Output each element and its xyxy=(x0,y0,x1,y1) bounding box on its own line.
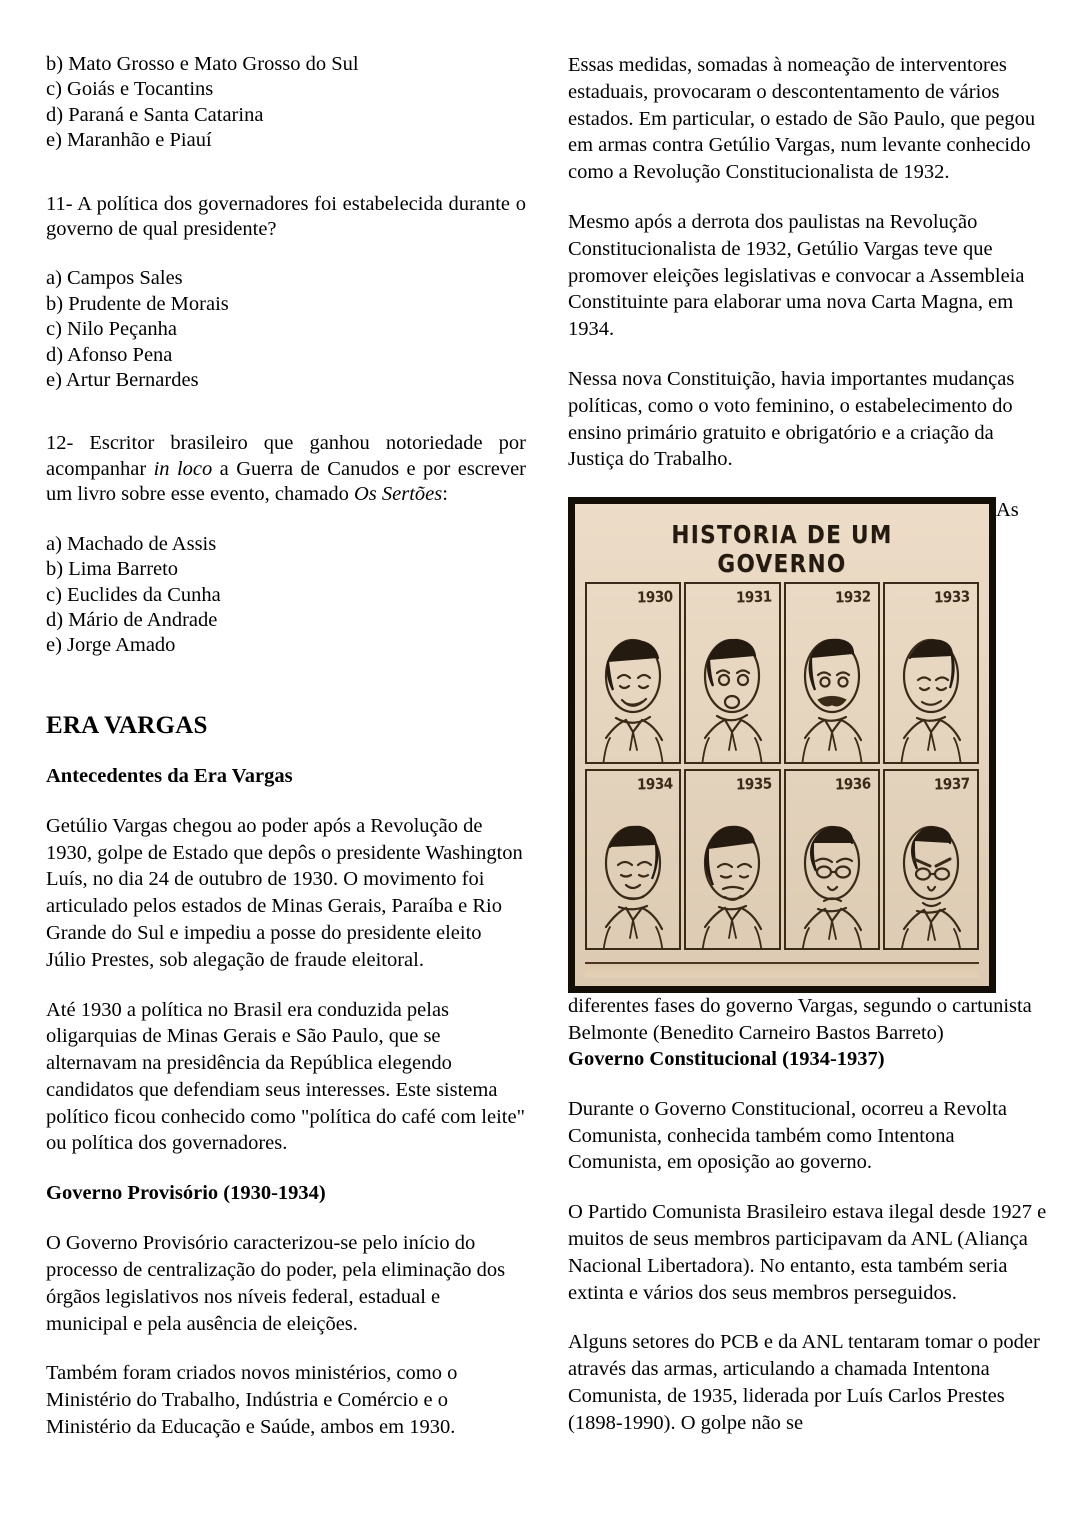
vargas-face-content-icon xyxy=(894,628,968,764)
option-item: b) Lima Barreto xyxy=(46,558,179,581)
cartoon-image xyxy=(568,497,996,993)
option-item: e) Maranhão e Piauí xyxy=(46,129,212,152)
paragraph-pcb: O Partido Comunista Brasileiro estava ilegal desde 1927 e muitos de seus membros participavam da ANL (Aliança Nacional Libertadora). No entanto, esta também seria extinta e vários dos seus membros perseguidos. xyxy=(568,1201,1047,1304)
paragraph-provisorio-1: O Governo Provisório caracterizou-se pelo início do processo de centralização do poder, pela eliminação dos órgãos legislativos nos níveis federal, estadual e municipal e pela ausência de eleições. xyxy=(46,1232,506,1335)
panel-year-label: 1931 xyxy=(735,587,772,607)
section-heading-era-vargas: ERA VARGAS xyxy=(46,711,208,739)
subheading-antecedentes: Antecedentes da Era Vargas xyxy=(46,764,293,787)
figure-caption: As diferentes fases do governo Vargas, segundo o cartunista Belmonte (Benedito Carneiro Bastos Barreto) xyxy=(568,499,1032,1044)
question-11-text: 11- A política dos governadores foi estabelecida durante o governo de qual presidente? xyxy=(46,192,526,241)
option-item: d) Afonso Pena xyxy=(46,343,173,366)
cartoon-paper xyxy=(575,504,989,986)
paragraph-antecedentes: Getúlio Vargas chegou ao poder após a Revolução de 1930, golpe de Estado que depôs o presidente Washington Luís, no dia 24 de outubro de 1930. O movimento foi articulado pelos estados de Minas Gerais, Paraíba e Rio Grande do Sul e impediu a posse do presidente eleito Júlio Prestes, sob alegação de fraude eleitoral. xyxy=(46,814,523,971)
panel-year-label: 1932 xyxy=(834,587,871,607)
spacer xyxy=(46,1157,526,1181)
vargas-face-neutral-icon xyxy=(596,815,670,951)
paragraph-nessa-nova: Nessa nova Constituição, havia importantes mudanças políticas, como o voto feminino, o estabelecimento do ensino primário gratuito e obrigatório e a criação da Justiça do Trabalho. xyxy=(568,367,1015,471)
panel-year-label: 1935 xyxy=(735,774,772,794)
question-12-text xyxy=(46,431,526,507)
spacer xyxy=(46,508,526,532)
spacer xyxy=(568,1072,1048,1096)
vargas-face-angry-glasses-icon xyxy=(894,815,968,951)
option-item: a) Machado de Assis xyxy=(46,532,217,555)
two-column-layout xyxy=(46,52,1047,1441)
cartoon-title: HISTORIA DE UM GOVERNO xyxy=(671,520,893,579)
subheading-governo-constitucional: Governo Constitucional (1934-1937) xyxy=(568,1047,885,1070)
vargas-face-smiling-open-icon xyxy=(695,628,769,764)
right-column xyxy=(568,52,1048,1437)
question-12-options xyxy=(46,532,526,659)
paragraph-ate-1930: Até 1930 a política no Brasil era conduzida pelas oligarquias de Minas Gerais e São Paulo, que se alternavam na presidência da República elegendo candidatos que defendiam seus interesses. Este sistema político ficou conhecido como "política do café com leite" ou política dos governadores. xyxy=(46,998,525,1155)
option-item: d) Paraná e Santa Catarina xyxy=(46,103,264,126)
paragraph-essas-medidas: Essas medidas, somadas à nomeação de interventores estaduais, provocaram o descontentamento de vários estados. Em particular, o estado de São Paulo, que pegou em armas contra Getúlio Vargas, num levante conhecido como a Revolução Constitucionalista de 1932. xyxy=(568,54,1036,184)
cartoon-panel xyxy=(784,769,880,951)
cartoon-row-2 xyxy=(583,769,981,951)
vargas-face-worried-glasses-icon xyxy=(795,815,869,951)
spacer xyxy=(46,740,526,764)
q12-part2: a Guerra de Canudos e por escrever um livro sobre esse evento, chamado xyxy=(46,457,526,506)
panel-year-label: 1930 xyxy=(636,587,673,607)
figure-cartoon-block xyxy=(568,497,1048,1047)
option-item: b) Prudente de Morais xyxy=(46,292,229,315)
q12-part1: 12- Escritor brasileiro que ganhou notoriedade por acompanhar xyxy=(46,432,526,480)
option-item: b) Mato Grosso e Mato Grosso do Sul xyxy=(46,53,359,75)
paragraph-durante: Durante o Governo Constitucional, ocorreu a Revolta Comunista, conhecida também como Intentona Comunista, em oposição ao governo. xyxy=(568,1097,1007,1174)
q12-italic-in-loco: in loco xyxy=(153,457,213,480)
panel-year-label: 1934 xyxy=(636,774,673,794)
cartoon-panel xyxy=(883,769,979,951)
question-10-options xyxy=(46,52,526,154)
cartoon-panel xyxy=(684,582,780,764)
spacer xyxy=(46,659,526,711)
cartoon-panel xyxy=(684,769,780,951)
paragraph-provisorio-2: Também foram criados novos ministérios, como o Ministério do Trabalho, Indústria e Comércio e o Ministério da Educação e Saúde, ambos em 1930. xyxy=(46,1362,458,1439)
option-item: a) Campos Sales xyxy=(46,267,183,290)
q12-part3: : xyxy=(442,483,448,506)
cartoon-row-1 xyxy=(583,582,981,764)
left-column xyxy=(46,52,526,1441)
option-item: c) Goiás e Tocantins xyxy=(46,78,214,101)
spacer xyxy=(568,473,1048,497)
spacer xyxy=(46,242,526,266)
question-11-options xyxy=(46,266,526,393)
paragraph-alguns-setores: Alguns setores do PCB e da ANL tentaram tomar o poder através das armas, articulando a chamada Intentona Comunista, de 1935, liderada por Luís Carlos Prestes (1898-1990). O golpe não se xyxy=(568,1331,1040,1434)
panel-year-label: 1933 xyxy=(934,587,971,607)
paragraph-mesmo-apos: Mesmo após a derrota dos paulistas na Revolução Constitucionalista de 1932, Getúlio Vargas teve que promover eleições legislativas e convocar a Assembleia Constituinte para elaborar uma nova Carta Magna, em 1934. xyxy=(568,210,1025,341)
option-item: e) Artur Bernardes xyxy=(46,369,199,392)
option-item: c) Nilo Peçanha xyxy=(46,318,177,341)
cartoon-panel xyxy=(585,769,681,951)
cartoon-panel xyxy=(784,582,880,764)
option-item: e) Jorge Amado xyxy=(46,634,176,657)
vargas-face-smiling-moustache-icon xyxy=(795,628,869,764)
panel-year-label: 1936 xyxy=(834,774,871,794)
subheading-governo-provisorio: Governo Provisório (1930-1934) xyxy=(46,1182,326,1205)
cartoon-baseline xyxy=(585,962,979,978)
cartoon-panel xyxy=(883,582,979,764)
cartoon-panel xyxy=(585,582,681,764)
spacer xyxy=(46,154,526,192)
option-item: d) Mário de Andrade xyxy=(46,608,218,631)
spacer xyxy=(46,789,526,813)
option-item: c) Euclides da Cunha xyxy=(46,583,221,606)
q12-italic-os-sertoes: Os Sertões xyxy=(353,483,443,506)
spacer xyxy=(46,1206,526,1230)
vargas-face-smirk-icon xyxy=(695,815,769,951)
panel-year-label: 1937 xyxy=(934,774,971,794)
vargas-face-laughing-icon xyxy=(596,628,670,764)
spacer xyxy=(46,393,526,431)
